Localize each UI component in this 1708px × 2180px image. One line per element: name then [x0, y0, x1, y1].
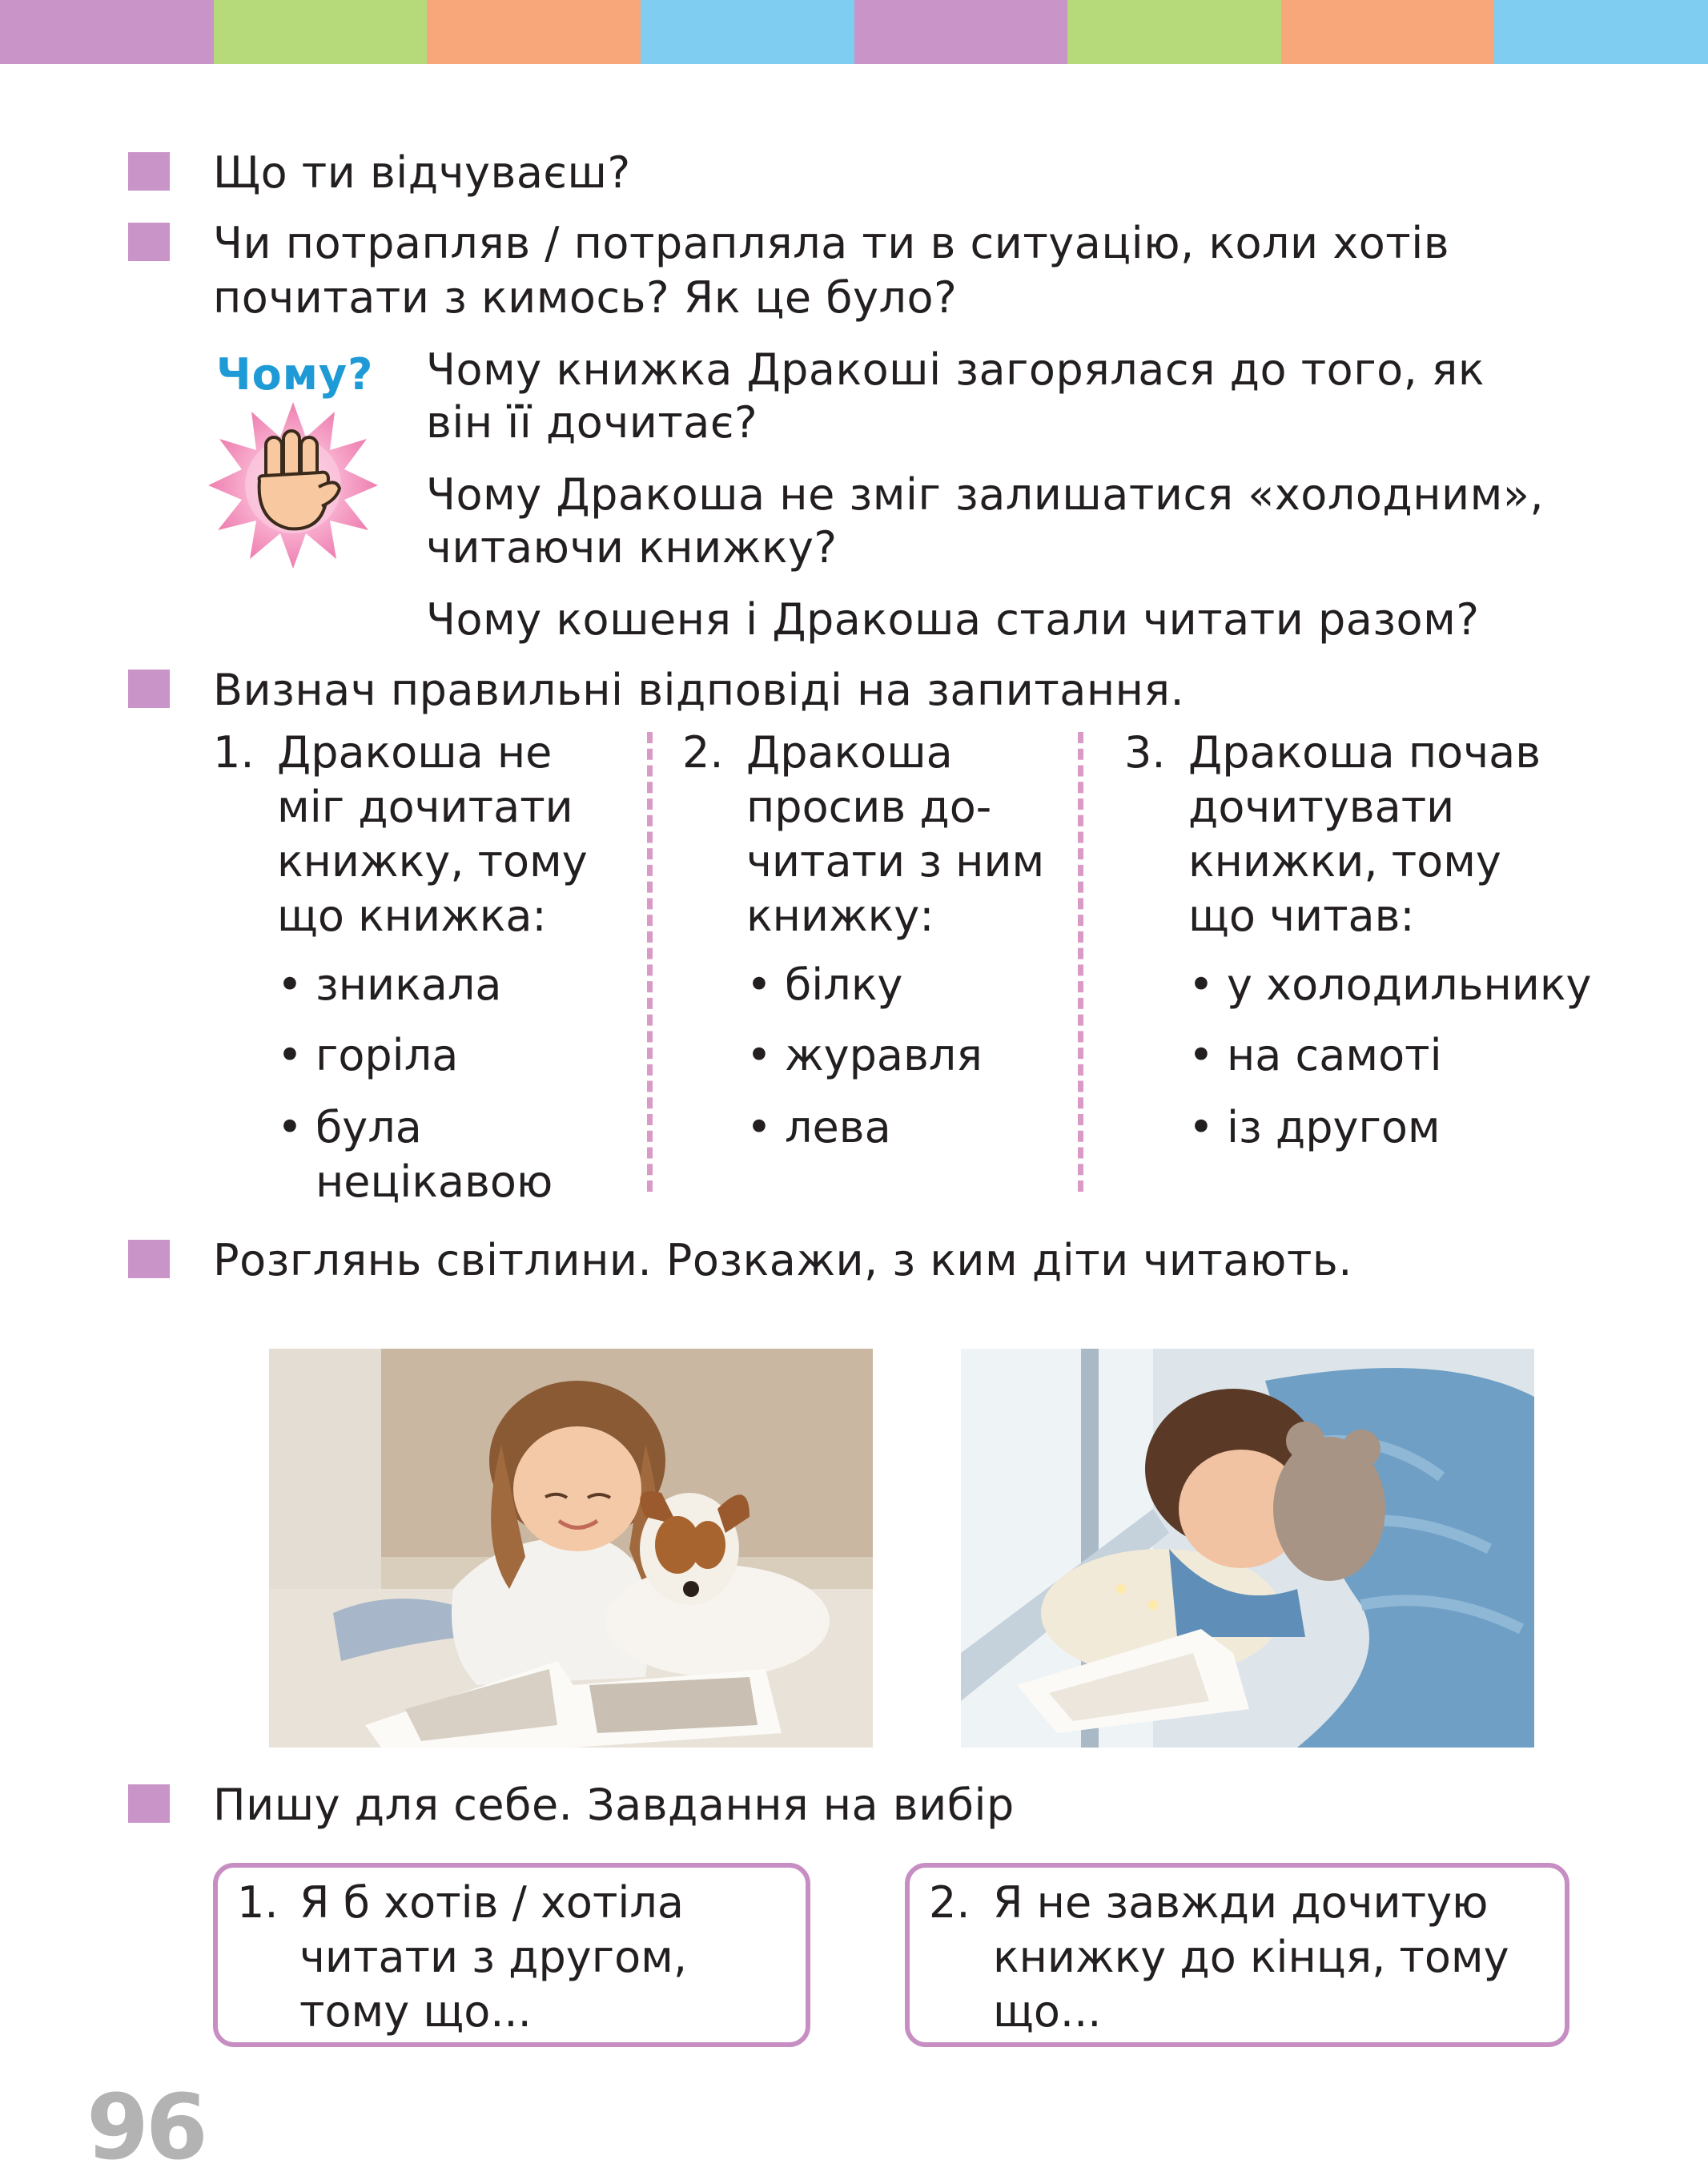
column-1-option: нецікавою	[315, 1156, 553, 1207]
choice-box-2-line: книжку до кінця, тому	[993, 1932, 1509, 1982]
choice-box-1-line: тому що...	[299, 1986, 532, 2037]
task-bullet	[128, 1784, 170, 1823]
page-number: 96	[86, 2076, 205, 2180]
why-question-2-line1: Чому Дракоша не зміг залишатися «холодним»,	[426, 469, 1545, 520]
stripe-segment	[641, 0, 854, 64]
choice-box-1-line: Я б хотів / хотіла	[299, 1877, 685, 1928]
why-question-1-line2: він її дочитає?	[426, 397, 758, 448]
question-feelings: Що ти відчуваєш?	[213, 147, 631, 198]
column-1-option: була	[315, 1102, 422, 1152]
choice-box-2-line: Я не завжди дочитую	[993, 1877, 1489, 1928]
question-situation-line1: Чи потрапляв / потрапляла ти в ситуацію, коли хотів	[213, 218, 1450, 268]
column-2-question-line: читати з ним	[746, 836, 1045, 887]
photo-girl-reading-with-dog	[269, 1349, 873, 1748]
column-2-question-line: книжку:	[746, 891, 934, 941]
why-label: Чому?	[216, 349, 374, 400]
task-bullet	[128, 152, 170, 191]
stripe-segment	[1281, 0, 1495, 64]
column-3-question-line: що читав:	[1188, 891, 1415, 941]
column-3-option: із другом	[1227, 1102, 1441, 1152]
column-2-question-line: Дракоша	[746, 727, 953, 778]
column-3-number: 3.	[1124, 727, 1166, 778]
column-2-number: 2.	[682, 727, 724, 778]
why-question-1-line1: Чому книжка Дракоші загорялася до того, як	[426, 344, 1485, 395]
stripe-segment	[214, 0, 428, 64]
column-1-question-line: міг дочитати	[277, 782, 573, 832]
question-photos: Розглянь світлини. Розкажи, з ким діти читають.	[213, 1235, 1352, 1285]
column-3-question-line: книжки, тому	[1188, 836, 1501, 887]
question-choose-answers: Визнач правильні відповіді на запитання.	[213, 665, 1185, 715]
task-write-for-yourself: Пишу для себе. Завдання на вибір	[213, 1780, 1015, 1830]
option-bullet: •	[746, 959, 772, 1010]
option-bullet: •	[1188, 959, 1214, 1010]
choice-box-2-number: 2.	[929, 1877, 971, 1928]
choice-box-2-line: що...	[993, 1986, 1102, 2037]
option-bullet: •	[277, 1102, 303, 1152]
stripe-segment	[854, 0, 1068, 64]
option-bullet: •	[277, 1030, 303, 1080]
task-bullet	[128, 1240, 170, 1278]
column-3-option: у холодильнику	[1227, 959, 1592, 1010]
question-situation-line2: почитати з кимось? Як це було?	[213, 272, 958, 323]
stripe-segment	[1067, 0, 1281, 64]
column-divider	[647, 732, 653, 1192]
column-3-option: на самоті	[1227, 1030, 1442, 1080]
option-bullet: •	[1188, 1102, 1214, 1152]
option-bullet: •	[1188, 1030, 1214, 1080]
column-1-number: 1.	[213, 727, 255, 778]
option-bullet: •	[746, 1102, 772, 1152]
column-1-question-line: книжку, тому	[277, 836, 588, 887]
stripe-segment	[1494, 0, 1708, 64]
three-fingers-hand-icon	[208, 400, 378, 570]
photo-boy-reading-with-teddy-bear	[961, 1349, 1534, 1748]
column-1-question-line: що книжка:	[277, 891, 547, 941]
column-1-option: зникала	[315, 959, 502, 1010]
why-question-3: Чому кошеня і Дракоша стали читати разом?	[426, 594, 1480, 645]
column-3-question-line: Дракоша почав	[1188, 727, 1541, 778]
column-1-question-line: Дракоша не	[277, 727, 553, 778]
stripe-segment	[427, 0, 641, 64]
stripe-segment	[0, 0, 214, 64]
column-1-option: горіла	[315, 1030, 459, 1080]
option-bullet: •	[746, 1030, 772, 1080]
choice-box-1-number: 1.	[237, 1877, 279, 1928]
top-color-stripe	[0, 0, 1708, 64]
column-2-option: лева	[785, 1102, 891, 1152]
column-2-option: журавля	[785, 1030, 983, 1080]
task-bullet	[128, 223, 170, 261]
column-divider	[1078, 732, 1083, 1192]
option-bullet: •	[277, 959, 303, 1010]
column-2-option: білку	[785, 959, 903, 1010]
column-2-question-line: просив до-	[746, 782, 992, 832]
why-question-2-line2: читаючи книжку?	[426, 522, 838, 573]
choice-box-1-line: читати з другом,	[299, 1932, 688, 1982]
column-3-question-line: дочитувати	[1188, 782, 1455, 832]
task-bullet	[128, 670, 170, 708]
